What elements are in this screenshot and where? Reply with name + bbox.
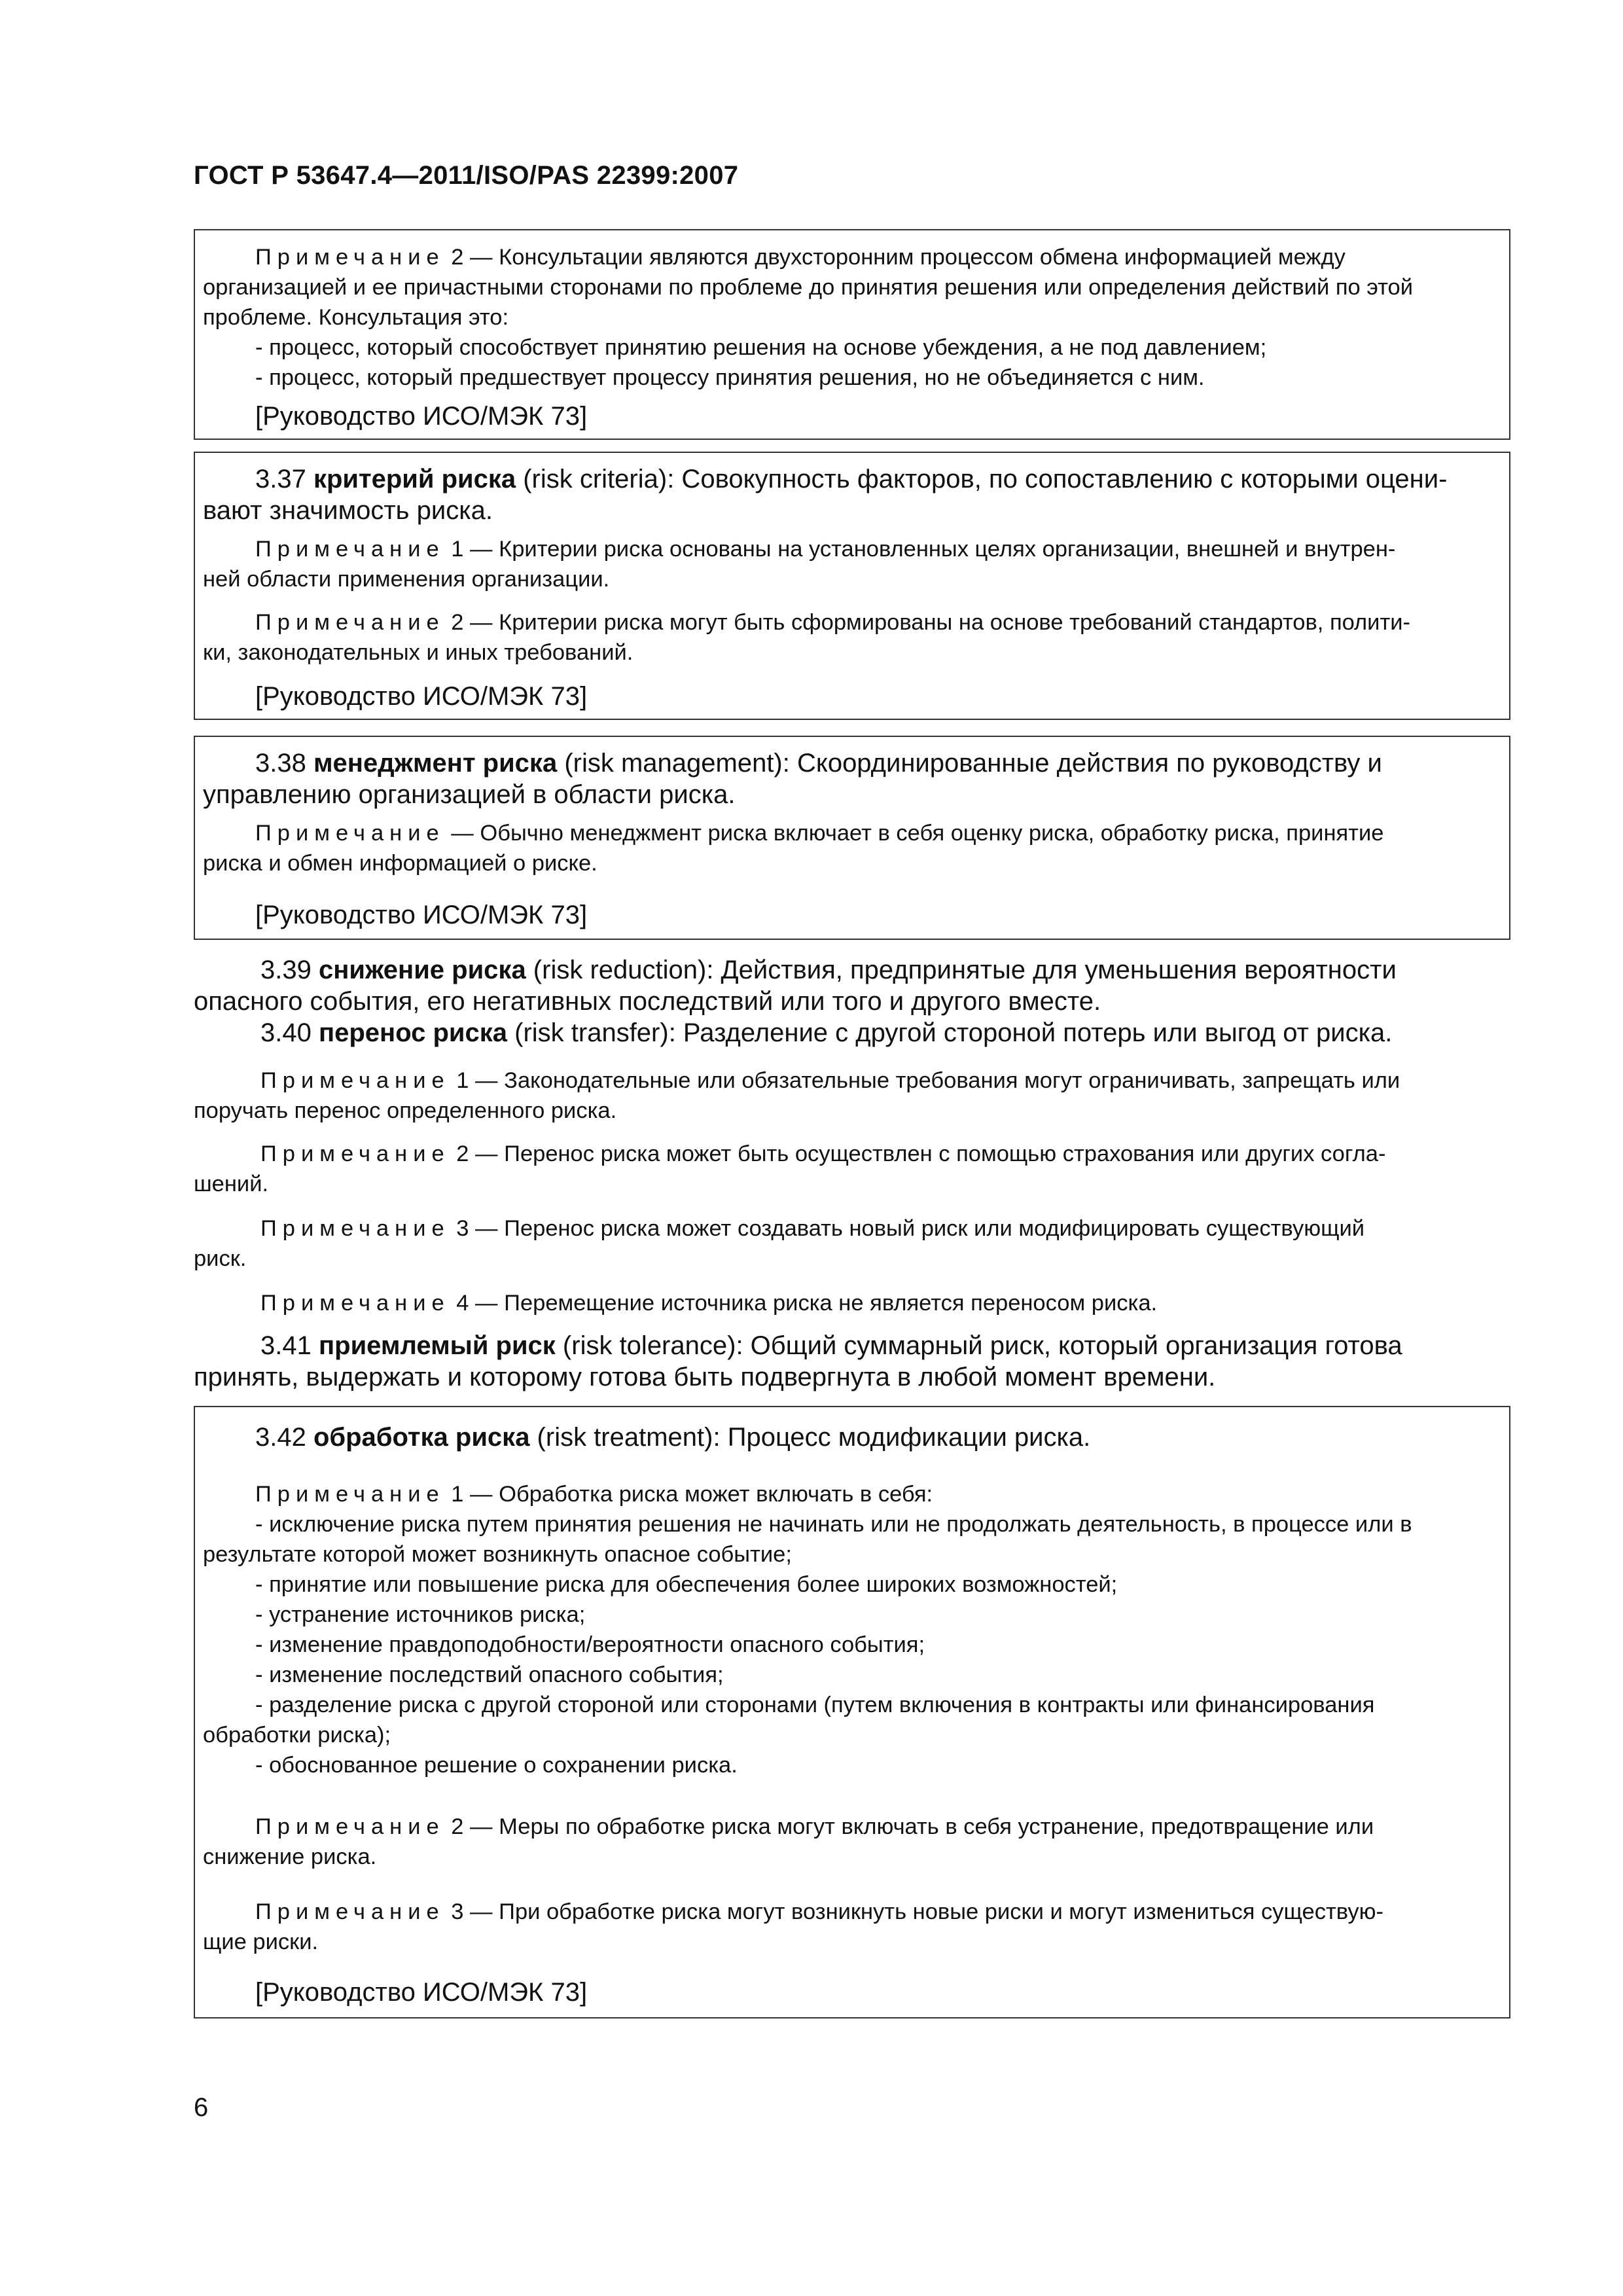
reference: [Руководство ИСО/МЭК 73] [255, 402, 588, 431]
term-box-3-38 [194, 736, 1510, 940]
note-label: Примечание [255, 1814, 445, 1839]
term-definition-3-39: 3.39 снижение риска (risk reduction): Действия, предпринятые для уменьшения вероятности [260, 956, 1397, 984]
term-name: приемлемый риск [318, 1331, 556, 1360]
note-line: Примечание 2 — Консультации являются двухсторонним процессом обмена информацией между [255, 245, 1346, 270]
list-item-cont: результате которой может возникнуть опасное событие; [203, 1542, 792, 1567]
note-line: Примечание 3 — При обработке риска могут возникнуть новые риски и могут измениться существую- [255, 1899, 1383, 1924]
note-line: проблеме. Консультация это: [203, 305, 509, 330]
note-label: Примечание [260, 1291, 450, 1316]
term-definition-cont: принять, выдержать и которому готова быть подвергнута в любой момент времени. [194, 1363, 1216, 1391]
note-label: Примечание [255, 1899, 445, 1924]
list-item: - процесс, который предшествует процессу принятия решения, но не объединяется с ним. [255, 365, 1205, 390]
note-label: Примечание [255, 245, 445, 270]
note-line: Примечание 4 — Перемещение источника риска не является переносом риска. [260, 1291, 1158, 1316]
term-name: менеджмент риска [313, 749, 558, 778]
term-name: критерий риска [313, 465, 516, 493]
note-label: Примечание [255, 821, 445, 846]
term-name: перенос риска [318, 1018, 508, 1047]
note-line: поручать перенос определенного риска. [194, 1098, 617, 1123]
note-line: снижение риска. [203, 1844, 377, 1869]
note-line: организацией и ее причастными сторонами по проблеме до принятия решения или определения действий по этой [203, 275, 1414, 300]
note-line: ки, законодательных и иных требований. [203, 640, 633, 665]
note-label: Примечание [255, 1482, 445, 1507]
note-line: риска и обмен информацией о риске. [203, 851, 597, 876]
list-item: - разделение риска с другой стороной или сторонами (путем включения в контракты или финансирования [255, 1693, 1375, 1717]
note-line: Примечание — Обычно менеджмент риска включает в себя оценку риска, обработку риска, принятие [255, 821, 1384, 846]
list-item: - устранение источников риска; [255, 1602, 586, 1627]
unboxed-terms [194, 949, 1510, 1401]
list-item: - обоснованное решение о сохранении риска. [255, 1753, 738, 1778]
term-name: обработка риска [313, 1423, 530, 1452]
page-number: 6 [194, 2093, 209, 2122]
note-label: Примечание [255, 610, 445, 635]
term-definition-cont: управлению организацией в области риска. [203, 780, 736, 809]
reference: [Руководство ИСО/МЭК 73] [255, 901, 588, 929]
reference: [Руководство ИСО/МЭК 73] [255, 682, 588, 711]
note-line: Примечание 2 — Меры по обработке риска могут включать в себя устранение, предотвращение или [255, 1814, 1374, 1839]
list-item-cont: обработки риска); [203, 1723, 391, 1748]
list-item: - процесс, который способствует принятию решения на основе убеждения, а не под давлением; [255, 335, 1267, 360]
list-item: - изменение правдоподобности/вероятности опасного события; [255, 1632, 925, 1657]
note-line: Примечание 1 — Критерии риска основаны на установленных целях организации, внешней и внутрен- [255, 537, 1396, 562]
list-item: - изменение последствий опасного события; [255, 1662, 724, 1687]
note-line: Примечание 2 — Перенос риска может быть осуществлен с помощью страхования или других согла- [260, 1141, 1386, 1166]
note-label: Примечание [260, 1141, 450, 1166]
note-line: шений. [194, 1172, 269, 1196]
term-definition: 3.42 обработка риска (risk treatment): Процесс модификации риска. [255, 1423, 1091, 1452]
term-box-3-42 [194, 1406, 1510, 2018]
document-header: ГОСТ Р 53647.4—2011/ISO/PAS 22399:2007 [194, 161, 739, 190]
term-definition: 3.38 менеджмент риска (risk management): Скоординированные действия по руководству и [255, 749, 1382, 778]
term-definition: 3.37 критерий риска (risk criteria): Совокупность факторов, по сопоставлению с которыми оцени- [255, 465, 1448, 493]
term-definition-cont: опасного события, его негативных последствий или того и другого вместе. [194, 987, 1101, 1016]
note-line: Примечание 3 — Перенос риска может создавать новый риск или модифицировать существующий [260, 1216, 1365, 1241]
term-box-consultation-note [194, 229, 1510, 440]
note-label: Примечание [260, 1068, 450, 1093]
list-item: - принятие или повышение риска для обеспечения более широких возможностей; [255, 1572, 1118, 1597]
note-label: Примечание [255, 537, 445, 562]
note-line: Примечание 1 — Законодательные или обязательные требования могут ограничивать, запрещать или [260, 1068, 1400, 1093]
term-definition-3-40: 3.40 перенос риска (risk transfer): Разделение с другой стороной потерь или выгод от риска. [260, 1018, 1393, 1047]
note-line: риск. [194, 1246, 247, 1271]
term-definition-3-41: 3.41 приемлемый риск (risk tolerance): Общий суммарный риск, который организация готова [260, 1331, 1402, 1360]
note-line: ней области применения организации. [203, 567, 610, 592]
list-item: - исключение риска путем принятия решения не начинать или не продолжать деятельность, в процессе или в [255, 1512, 1412, 1537]
note-line: Примечание 2 — Критерии риска могут быть сформированы на основе требований стандартов, полити- [255, 610, 1411, 635]
note-label: Примечание [260, 1216, 450, 1241]
note-line: Примечание 1 — Обработка риска может включать в себя: [255, 1482, 933, 1507]
term-box-3-37 [194, 452, 1510, 720]
note-line: щие риски. [203, 1929, 319, 1954]
reference: [Руководство ИСО/МЭК 73] [255, 1978, 588, 2007]
term-definition-cont: вают значимость риска. [203, 496, 493, 525]
term-name: снижение риска [318, 956, 526, 984]
